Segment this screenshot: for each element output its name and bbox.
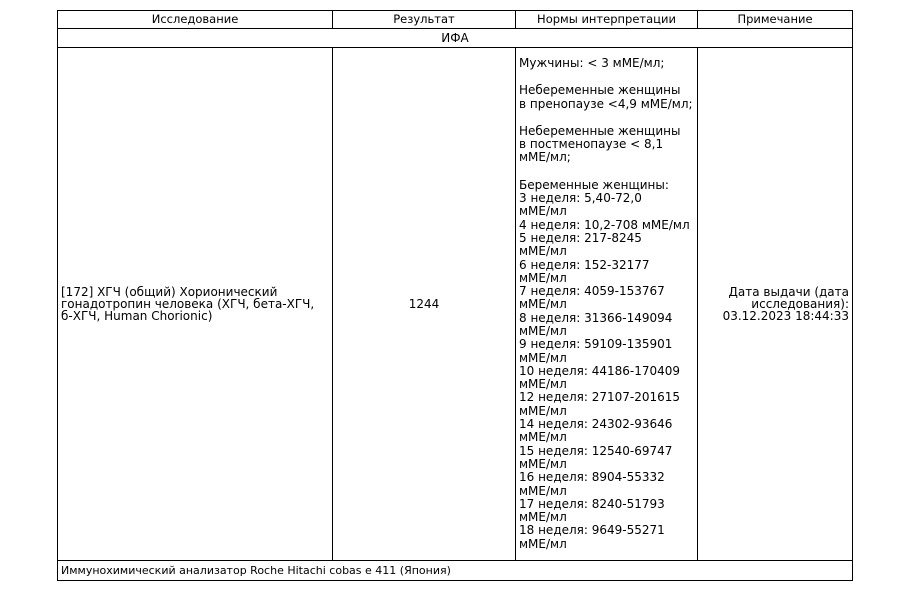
norm-line: мМЕ/мл [519,350,567,365]
norm-line: 14 неделя: 24302-93646 [519,417,673,432]
norm-line: 6 неделя: 152-32177 [519,257,650,272]
norm-line: мМЕ/мл [519,456,567,471]
norm-line: 12 неделя: 27107-201615 [519,390,681,405]
norm-line: в пренопаузе <4,9 мМЕ/мл; [519,96,693,111]
norm-line: 18 неделя: 9649-55271 [519,523,665,538]
norm-line: 3 неделя: 5,40-72,0 [519,191,642,206]
norm-line: Небеременные женщины [519,123,681,138]
section-row [58,29,853,48]
norm-line: 8 неделя: 31366-149094 [519,310,673,325]
norm-line: мМЕ/мл [519,270,567,285]
norm-line: 16 неделя: 8904-55332 [519,470,665,485]
norm-postmenopause [519,125,694,165]
test-name-cell: [172] ХГЧ (общий) Хорионический гонадотропин человека (ХГЧ, бета-ХГЧ, б-ХГЧ, Human Chorionic) [58,48,333,561]
column-header-norms: Нормы интерпретации [516,11,698,29]
norm-line: Беременные женщины: [519,177,669,192]
norm-line: мМЕ/мл [519,536,567,551]
table-row [58,48,853,561]
analyzer-note: Иммунохимический анализатор Roche Hitachi cobas e 411 (Япония) [58,561,853,581]
column-header-result: Результат [333,11,516,29]
norm-line: мМЕ/мл; [519,150,571,165]
norm-line: мМЕ/мл [519,510,567,525]
norm-line: 10 неделя: 44186-170409 [519,363,681,378]
column-header-note: Примечание [698,11,853,29]
norm-line: 4 неделя: 10,2-708 мМЕ/мл [519,217,690,232]
section-title: ИФА [58,29,853,48]
header-row [58,11,853,29]
norm-line: мМЕ/мл [519,403,567,418]
norm-line: мМЕ/мл [519,297,567,312]
norm-line: 7 неделя: 4059-153767 [519,284,665,299]
lab-results-table [57,10,853,581]
norm-premenopause [519,84,694,111]
norm-line: 9 неделя: 59109-135901 [519,337,673,352]
norm-men [519,57,694,70]
norm-line: мМЕ/мл [519,204,567,219]
norm-line: мМЕ/мл [519,244,567,259]
note-cell: Дата выдачи (дата исследования): 03.12.2023 18:44:33 [698,48,853,561]
norm-line: в постменопаузе < 8,1 [519,137,664,152]
norm-line: Небеременные женщины [519,83,681,98]
norm-line: 17 неделя: 8240-51793 [519,496,665,511]
result-value-cell: 1244 [333,48,516,561]
norm-line: 5 неделя: 217-8245 [519,230,642,245]
norm-line: мМЕ/мл [519,324,567,338]
norm-line: мМЕ/мл [519,483,567,498]
norms-cell [516,48,698,561]
norm-pregnant [519,179,694,551]
norm-line: мМЕ/мл [519,377,567,392]
footer-row [58,561,853,581]
norm-line: 15 неделя: 12540-69747 [519,443,673,458]
column-header-test: Исследование [58,11,333,29]
norm-line: мМЕ/мл [519,430,567,445]
norm-line: Мужчины: < 3 мМЕ/мл; [519,55,665,70]
